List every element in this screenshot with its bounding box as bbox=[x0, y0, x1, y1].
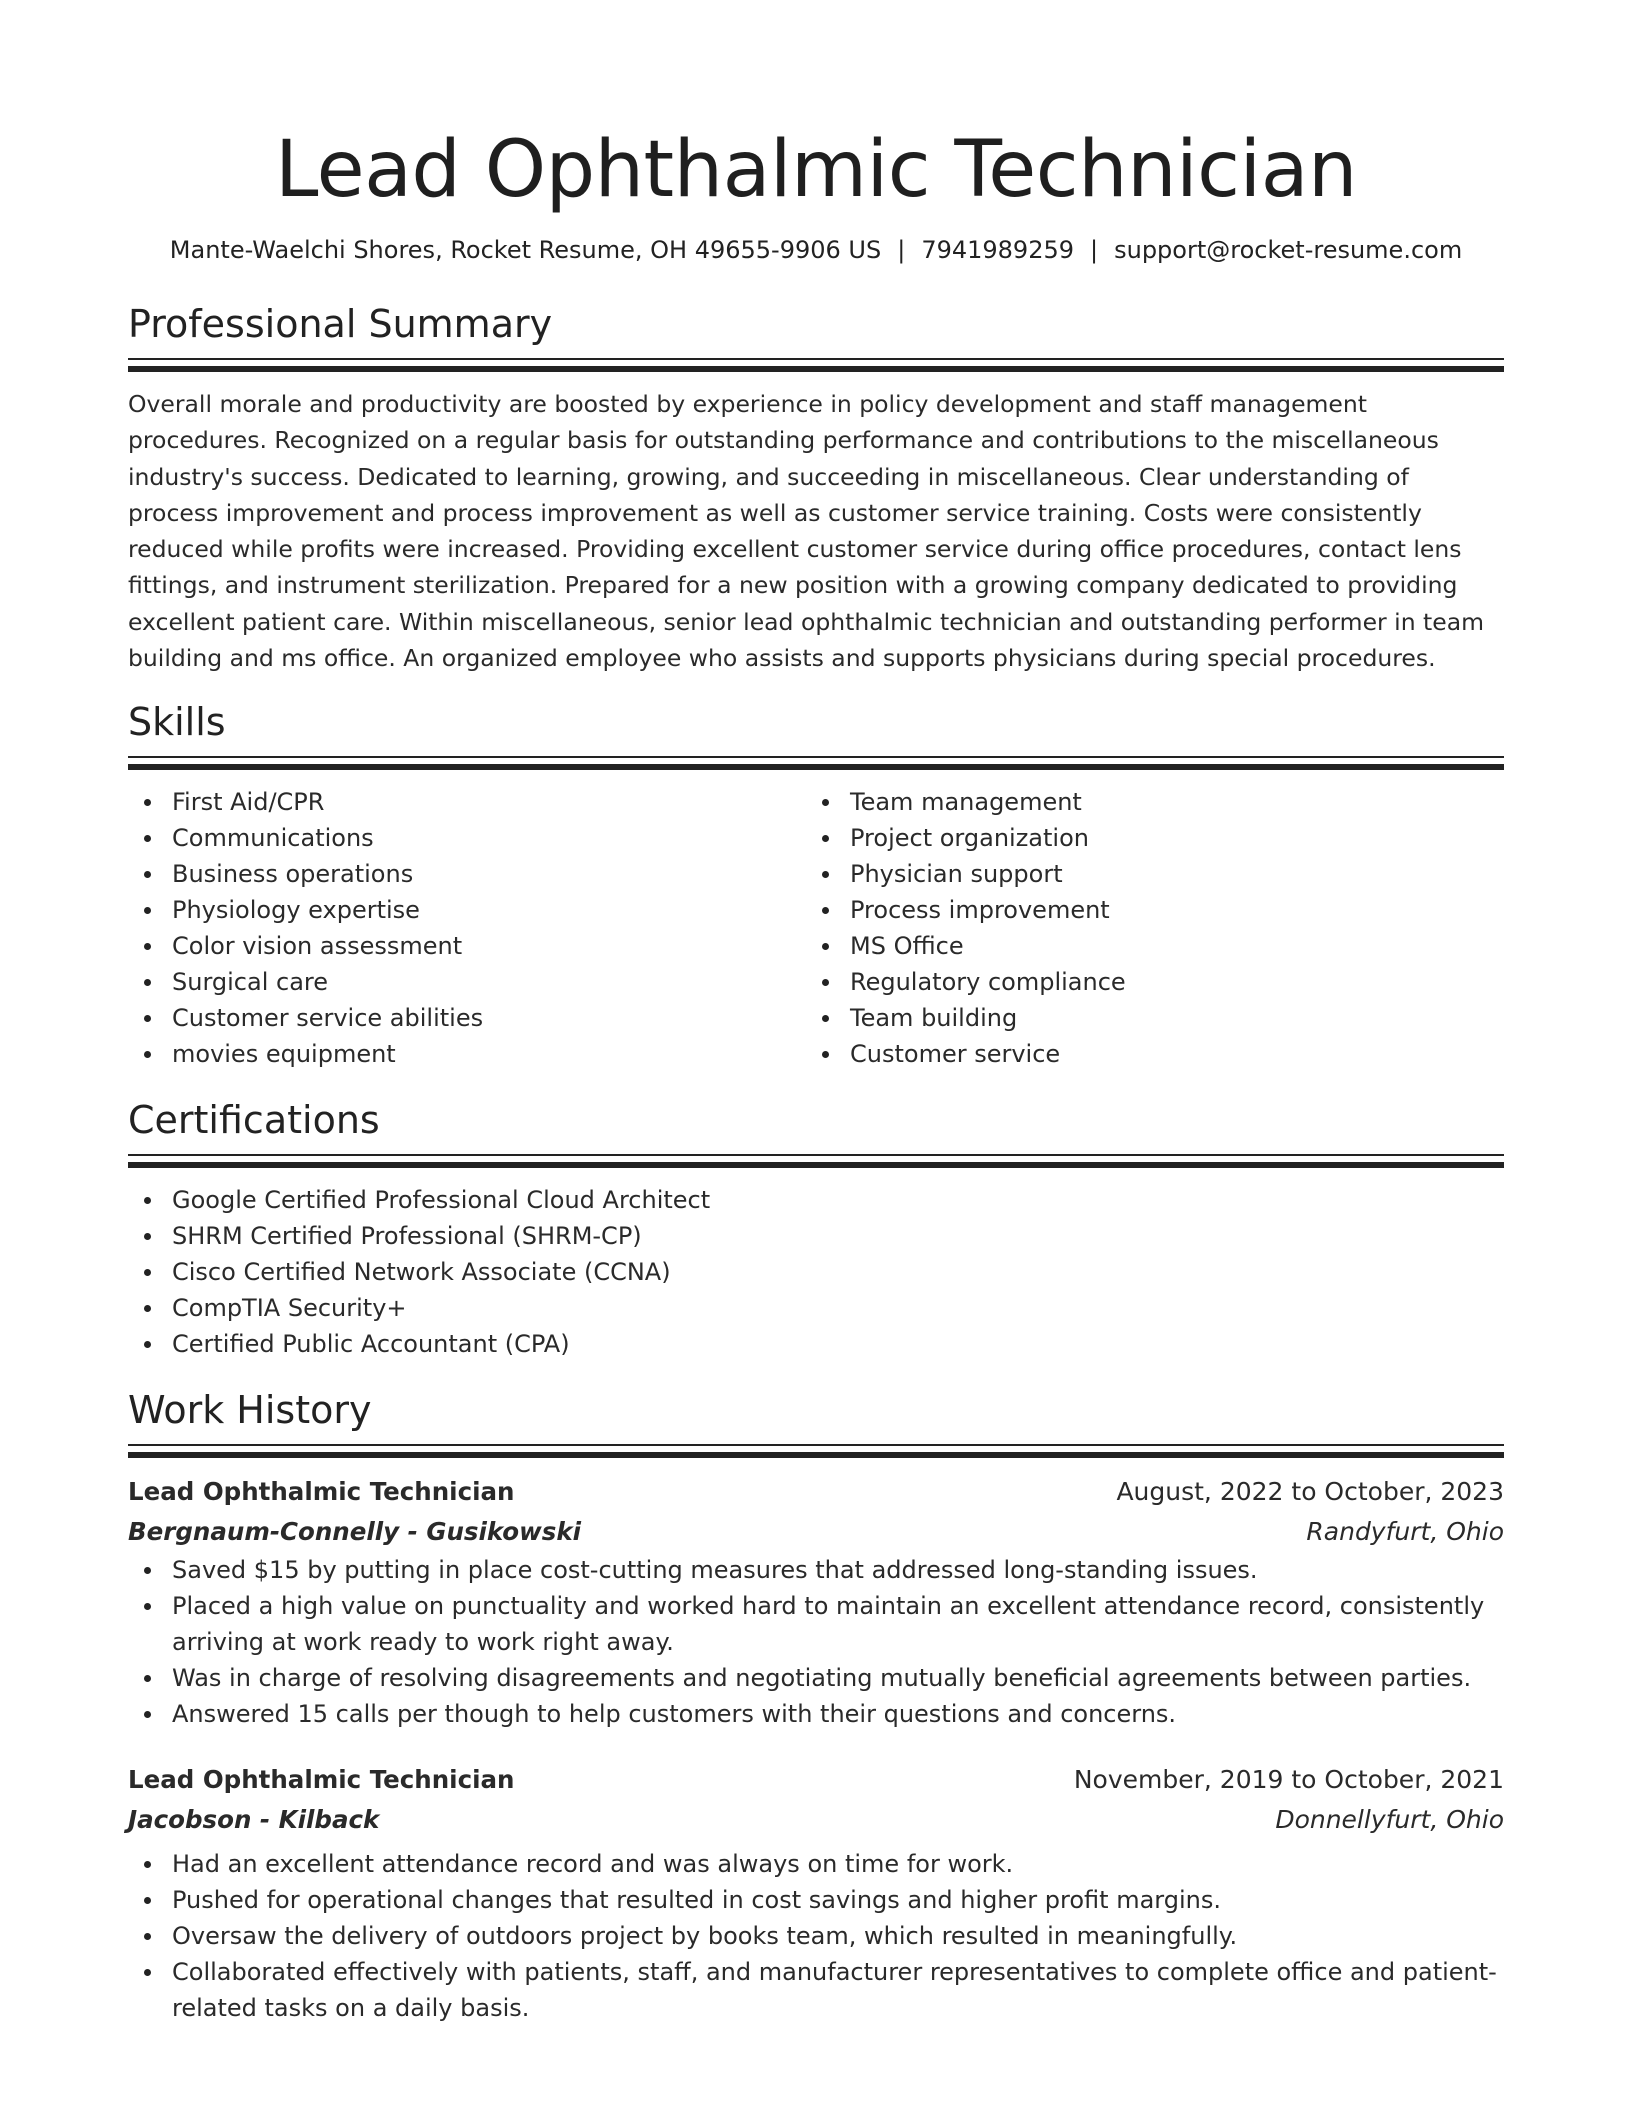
skill-item: Physiology expertise bbox=[128, 892, 806, 928]
certification-item: SHRM Certified Professional (SHRM-CP) bbox=[128, 1218, 1504, 1254]
skill-item: Team management bbox=[806, 784, 1484, 820]
job-duty-item: Collaborated effectively with patients, staff, and manufacturer representatives to complete office and patient-related tasks on a daily basis. bbox=[128, 1954, 1504, 2026]
job-company: Bergnaum-Connelly - Gusikowski bbox=[128, 1517, 582, 1547]
section-divider bbox=[128, 358, 1504, 372]
section-divider bbox=[128, 756, 1504, 770]
job-duty-item: Had an excellent attendance record and was always on time for work. bbox=[128, 1846, 1504, 1882]
certification-item: Google Certified Professional Cloud Architect bbox=[128, 1182, 1504, 1218]
skill-item: First Aid/CPR bbox=[128, 784, 806, 820]
contact-address: Mante-Waelchi Shores, Rocket Resume, OH 49655-9906 US bbox=[169, 236, 882, 264]
job-location: Randyfurt, Ohio bbox=[1306, 1517, 1504, 1547]
contact-phone: 7941989259 bbox=[921, 236, 1075, 264]
job-entry bbox=[128, 1472, 1504, 1732]
job-duty-item: Was in charge of resolving disagreements and negotiating mutually beneficial agreements between parties. bbox=[128, 1660, 1504, 1696]
skill-item: Regulatory compliance bbox=[806, 964, 1484, 1000]
contact-separator: | bbox=[1090, 236, 1099, 264]
skills-list-left bbox=[128, 784, 806, 1072]
skill-item: Business operations bbox=[128, 856, 806, 892]
section-title-certifications: Certifications bbox=[128, 1098, 380, 1143]
job-subheader bbox=[128, 1800, 1504, 1840]
skill-item: Customer service abilities bbox=[128, 1000, 806, 1036]
certification-item: Cisco Certified Network Associate (CCNA) bbox=[128, 1254, 1504, 1290]
skill-item: Surgical care bbox=[128, 964, 806, 1000]
skill-item: Project organization bbox=[806, 820, 1484, 856]
job-title: Lead Ophthalmic Technician bbox=[128, 1477, 515, 1507]
job-header bbox=[128, 1760, 1504, 1800]
skills-columns bbox=[128, 784, 1504, 1072]
skill-item: movies equipment bbox=[128, 1036, 806, 1072]
certification-item: Certified Public Accountant (CPA) bbox=[128, 1326, 1504, 1362]
skill-item: Team building bbox=[806, 1000, 1484, 1036]
job-duty-item: Pushed for operational changes that resulted in cost savings and higher profit margins. bbox=[128, 1882, 1504, 1918]
skill-item: Color vision assessment bbox=[128, 928, 806, 964]
contact-email: support@rocket-resume.com bbox=[1114, 236, 1463, 264]
section-title-skills: Skills bbox=[128, 700, 226, 745]
job-title: Lead Ophthalmic Technician bbox=[128, 1765, 515, 1795]
skill-item: Process improvement bbox=[806, 892, 1484, 928]
skill-item: Communications bbox=[128, 820, 806, 856]
section-divider bbox=[128, 1154, 1504, 1168]
job-duty-item: Oversaw the delivery of outdoors project by books team, which resulted in meaningfully. bbox=[128, 1918, 1504, 1954]
job-duties-list bbox=[128, 1846, 1504, 2026]
skills-list-right bbox=[806, 784, 1484, 1072]
summary-text: Overall morale and productivity are boosted by experience in policy development and staff management procedures. Recognized on a regular basis for outstanding performance and contributions to the miscellaneous industry's success. Dedicated to learning, growing, and succeeding in miscellaneous. Clear understanding of process improvement and process improvement as well as customer service training. Costs were consistently reduced while profits were increased. Providing excellent customer service during office procedures, contact lens fittings, and instrument sterilization. Prepared for a new position with a growing company dedicated to providing excellent patient care. Within miscellaneous, senior lead ophthalmic technician and outstanding performer in team building and ms office. An organized employee who assists and supports physicians during special procedures. bbox=[128, 390, 1485, 673]
job-entry bbox=[128, 1760, 1504, 2026]
job-dates: August, 2022 to October, 2023 bbox=[1116, 1477, 1504, 1507]
contact-separator: | bbox=[897, 236, 906, 264]
skill-item: MS Office bbox=[806, 928, 1484, 964]
summary-section bbox=[128, 300, 1504, 676]
section-title-work-history: Work History bbox=[128, 1388, 372, 1433]
contact-line bbox=[106, 234, 1526, 266]
skills-section bbox=[128, 698, 1504, 1072]
job-duty-item: Answered 15 calls per though to help customers with their questions and concerns. bbox=[128, 1696, 1504, 1732]
candidate-name: Lead Ophthalmic Technician bbox=[275, 125, 1357, 215]
section-title-summary: Professional Summary bbox=[128, 302, 553, 346]
job-duty-item: Saved $15 by putting in place cost-cutting measures that addressed long-standing issues. bbox=[128, 1552, 1504, 1588]
certification-item: CompTIA Security+ bbox=[128, 1290, 1504, 1326]
job-duty-item: Placed a high value on punctuality and worked hard to maintain an excellent attendance record, consistently arriving at work ready to work right away. bbox=[128, 1588, 1504, 1660]
skill-item: Customer service bbox=[806, 1036, 1484, 1072]
job-dates: November, 2019 to October, 2021 bbox=[1073, 1765, 1504, 1795]
certifications-list bbox=[128, 1182, 1504, 1362]
job-duties-list bbox=[128, 1552, 1504, 1732]
resume-content bbox=[128, 120, 1504, 2026]
work-history-section bbox=[128, 1386, 1504, 2026]
job-location: Donnellyfurt, Ohio bbox=[1275, 1805, 1504, 1835]
certifications-section bbox=[128, 1096, 1504, 1362]
job-header bbox=[128, 1472, 1504, 1512]
job-subheader bbox=[128, 1512, 1504, 1552]
skill-item: Physician support bbox=[806, 856, 1484, 892]
job-company: Jacobson - Kilback bbox=[128, 1805, 380, 1835]
section-divider bbox=[128, 1444, 1504, 1458]
